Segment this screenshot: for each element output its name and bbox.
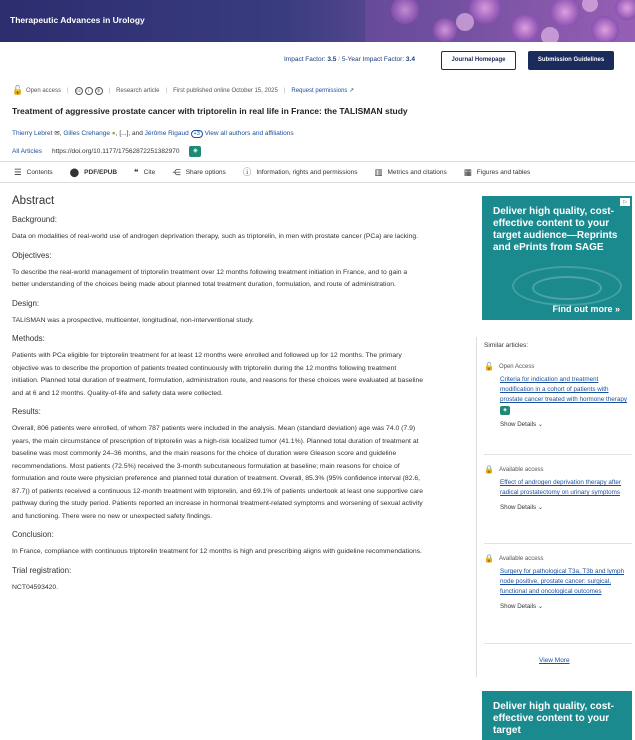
author-link[interactable]: Gilles Crehange <box>63 130 110 137</box>
journal-title[interactable]: Therapeutic Advances in Urology <box>10 15 145 25</box>
share-button[interactable]: ⋲ Share options <box>172 166 226 177</box>
list-item: 🔒 Available access Surgery for pathological T3a, T3b and lymph node positive, prostate cancer: surgical, functional and oncological outcomes Show Details ⌄ <box>484 554 632 610</box>
lock-icon: 🔒 <box>484 554 494 563</box>
access-label: Open access <box>26 87 62 94</box>
methods-text: Patients with PCa eligible for triptorelin treatment for at least 12 months were enrolled and followed up for 12 months. The primary objective was to describe the proportion of patients treated continuously with triptorelin during the 12 months following treatment initiation. Planned total duration of treatment, formulation, administration route, and reasons for these choices were evaluated at baseline and at 6 and 12 months. Quality-of-life and safety data were collected. <box>12 352 424 397</box>
list-icon: ☰ <box>14 166 22 177</box>
trial-text: NCT04593420. <box>12 583 59 591</box>
ad-find-out-more[interactable]: Find out more » <box>552 304 620 314</box>
doi-row <box>12 146 201 157</box>
submission-guidelines-button[interactable]: Submission Guidelines <box>528 51 614 70</box>
ad-text: Deliver high quality, cost-effective content to your target audience—Reprints and ePrints from SAGE <box>493 206 618 253</box>
objectives-heading: Objectives: <box>12 250 52 260</box>
contents-button[interactable]: ☰ Contents <box>14 166 53 177</box>
info-button[interactable]: ⓘ Information, rights and permissions <box>242 167 358 177</box>
background-text: Data on modalities of real-world use of androgen deprivation therapy, such as triptorelin, in men with prostate cancer (PCa) are lacking. <box>12 233 419 240</box>
reprints-ad-2[interactable] <box>482 691 632 740</box>
conclusion-heading: Conclusion: <box>12 530 54 539</box>
impact-factor-link[interactable]: Impact Factor: 3.5 <box>284 56 337 63</box>
open-access-lock-icon: 🔓 <box>484 362 494 371</box>
design-text: TALISMAN was a prospective, multicenter, longitudinal, non-interventional study. <box>12 316 254 324</box>
banner-artwork <box>365 0 635 42</box>
divider <box>484 454 632 455</box>
figures-button[interactable]: ▦ Figures and tables <box>463 166 531 177</box>
abstract-section <box>12 195 424 594</box>
abstract-heading: Abstract <box>12 195 55 207</box>
table-icon: ▦ <box>463 166 472 177</box>
conclusion-text: In France, compliance with continuous triptorelin treatment for 12 months is high and prescribing aligns with guideline recommendations. <box>12 548 422 555</box>
reprints-ad[interactable] <box>482 196 632 320</box>
chevron-down-icon: ⌄ <box>537 603 544 610</box>
orcid-icon[interactable]: ● <box>111 130 116 137</box>
article-meta: 🔓 Open access | cc i $ | Research article | First published online October 15, 2025 | Request permissions ↗ <box>12 85 355 95</box>
all-articles-link[interactable]: All Articles <box>12 148 42 155</box>
five-year-impact-factor-link[interactable]: 5-Year Impact Factor: 3.4 <box>341 56 415 63</box>
ripple-graphic <box>532 276 602 300</box>
all-authors-link[interactable]: View all authors and affiliations <box>204 130 294 137</box>
crossmark-icon: ◈ <box>500 406 510 415</box>
similar-article-link[interactable]: Effect of androgen deprivation therapy after radical prostatectomy on urinary symptoms <box>500 479 622 496</box>
quote-icon: ❝ <box>134 166 139 177</box>
creative-commons-icon: cc i $ <box>75 87 103 95</box>
lock-icon: 🔒 <box>484 465 494 474</box>
bar-chart-icon: ▥ <box>374 166 383 177</box>
divider <box>484 643 632 644</box>
journal-banner <box>0 0 635 42</box>
crossmark-icon[interactable]: ◈ <box>189 146 201 157</box>
request-permissions-link[interactable]: Request permissions ↗ <box>291 88 355 94</box>
show-details-button[interactable]: Show Details ⌄ <box>500 504 544 511</box>
article-toolbar <box>0 161 635 183</box>
similar-articles <box>476 337 635 677</box>
ad-text: Deliver high quality, cost-effective content to your target <box>493 701 614 736</box>
journal-homepage-button[interactable]: Journal Homepage <box>441 51 516 70</box>
trial-heading: Trial registration: <box>12 565 72 575</box>
chevron-down-icon: ⌄ <box>537 504 544 511</box>
author-link[interactable]: Jérôme Rigaud <box>144 130 189 137</box>
external-link-icon: ↗ <box>349 88 355 94</box>
pdf-icon: ⬤ <box>69 166 80 177</box>
show-details-button[interactable]: Show Details ⌄ <box>500 421 544 428</box>
similar-article-link[interactable]: Surgery for pathological T3a, T3b and lymph node positive, prostate cancer: surgical, functional and oncological outcomes <box>500 568 625 595</box>
doi-text[interactable]: https://doi.org/10.1177/17562872251382970 <box>51 148 180 155</box>
ad-choices-icon[interactable]: ▷ <box>620 198 630 206</box>
author-count-badge[interactable]: +3 <box>191 130 203 138</box>
divider <box>484 543 632 544</box>
chevron-down-icon: ⌄ <box>537 421 544 428</box>
pdf-button[interactable]: ⬤ PDF/EPUB <box>69 166 118 177</box>
results-heading: Results: <box>12 407 41 416</box>
article-type: Research article <box>116 87 160 94</box>
design-heading: Design: <box>12 298 40 308</box>
share-icon: ⋲ <box>172 166 181 177</box>
show-details-button[interactable]: Show Details ⌄ <box>500 603 544 610</box>
background-heading: Background: <box>12 215 57 224</box>
author-link[interactable]: Thierry Lebret <box>12 130 53 137</box>
objectives-text: To describe the real-world management of triptorelin treatment over 12 months following treatment initiation in France, and to gain a better understanding of the choices being made about planned total treatment duration, formulation, and route of administration. <box>12 268 408 288</box>
impact-factors: Impact Factor: 3.5 / 5-Year Impact Factor: 3.4 <box>284 56 415 63</box>
cite-button[interactable]: ❝ Cite <box>134 166 156 177</box>
open-access-lock-icon: 🔓 <box>12 85 24 95</box>
methods-heading: Methods: <box>12 334 45 343</box>
similar-article-link[interactable]: Criteria for indication and treatment modification in a cohort of patients with prostate cancer treated with hormone therapy ◈ <box>500 376 628 413</box>
article-title: Treatment of aggressive prostate cancer with triptorelin in real life in France: the TALISMAN study <box>12 106 408 116</box>
list-item: 🔓 Open Access Criteria for indication and treatment modification in a cohort of patients with prostate cancer treated with hormone therapy ◈ Show Details ⌄ <box>484 362 632 428</box>
author-list: Thierry Lebret ✉, Gilles Crehange ●, [...], and Jérôme Rigaud +3 View all authors and affiliations <box>12 130 294 137</box>
results-text: Overall, 806 patients were enrolled, of whom 787 patients were included in the analysis. Mean (standard deviation) age was 74.0 (7.9) years, the main circumstance of prescription of triptorelin was a high-risk localized tumor (41.1%). Planned total duration of treatment at baseline was most commonly 24–36 months, and the main reasons for the choice of duration were Gleason score and guideline recommendations. Most patients (72.5%) received the 3-month subcutaneous formulation at baseline; main reasons for choice of formulation and route were physician preference and planned total duration of treatment. Overall, 85.3% (95% confidence interval (82.6, 87.7)) of patients received a continuous 12-month treatment with triptorelin, and 69.1% of patients undertook at least one supportive care pathway during the study period. Patients reported an increase in hormonal treatment-related symptoms and worsening of sexual activity and functioning. There were no new or unexpected safety findings. <box>12 425 424 520</box>
metrics-button[interactable]: ▥ Metrics and citations <box>374 166 447 177</box>
view-more-link[interactable]: View More <box>539 657 570 664</box>
publish-date: First published online October 15, 2025 <box>173 87 278 94</box>
list-item: 🔒 Available access Effect of androgen deprivation therapy after radical prostatectomy on urinary symptoms Show Details ⌄ <box>484 465 632 511</box>
similar-heading: Similar articles: <box>484 342 529 349</box>
info-icon: ⓘ <box>242 167 252 177</box>
email-icon[interactable]: ✉ <box>54 130 60 137</box>
